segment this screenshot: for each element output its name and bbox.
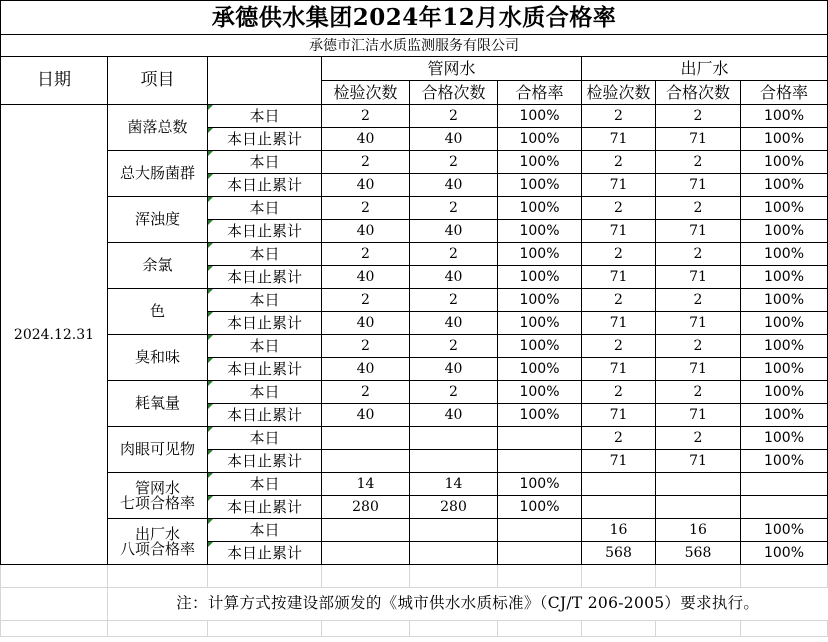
pipe-pass-rate: 100% xyxy=(498,335,582,358)
period-label: 本日止累计 xyxy=(208,128,322,151)
factory-test-count: 71 xyxy=(582,312,656,335)
period-label: 本日 xyxy=(208,427,322,450)
period-header xyxy=(208,57,322,105)
table-row xyxy=(1,381,828,404)
pipe-test-count: 2 xyxy=(322,381,410,404)
period-label: 本日止累计 xyxy=(208,542,322,565)
factory-pass-count: 71 xyxy=(656,220,741,243)
pipe-pass-rate: 100% xyxy=(498,266,582,289)
pipe-pass-rate: 100% xyxy=(498,197,582,220)
pipe-pass-rate: 100% xyxy=(498,105,582,128)
factory-test-count: 2 xyxy=(582,105,656,128)
factory-pass-count: 2 xyxy=(656,335,741,358)
pipe-pass-rate: 100% xyxy=(498,243,582,266)
pipe-pass-rate xyxy=(498,427,582,450)
pipe-pass-count: 14 xyxy=(410,473,498,496)
pipe-pass-rate xyxy=(498,519,582,542)
factory-test-count: 2 xyxy=(582,335,656,358)
pipe-pass-count: 280 xyxy=(410,496,498,519)
period-label: 本日 xyxy=(208,335,322,358)
empty-cell xyxy=(1,621,108,637)
pipe-pass-rate: 100% xyxy=(498,381,582,404)
factory-pass-rate: 100% xyxy=(741,404,828,427)
pipe-test-count xyxy=(322,542,410,565)
table-row xyxy=(1,197,828,220)
item-name: 色 xyxy=(108,289,208,335)
factory-pass-rate: 100% xyxy=(741,197,828,220)
pipe-pass-count: 2 xyxy=(410,243,498,266)
period-label: 本日 xyxy=(208,289,322,312)
factory-pass-rate: 100% xyxy=(741,174,828,197)
period-label: 本日 xyxy=(208,519,322,542)
table-row xyxy=(1,519,828,542)
factory-pass-rate: 100% xyxy=(741,243,828,266)
factory-pass-count: 71 xyxy=(656,128,741,151)
factory-pass-rate: 100% xyxy=(741,128,828,151)
pipe-pass-count: 2 xyxy=(410,105,498,128)
item-name: 出厂水 八项合格率 xyxy=(108,519,208,565)
factory-pass-rate: 100% xyxy=(741,312,828,335)
pipe-pass-count: 40 xyxy=(410,220,498,243)
item-name: 肉眼可见物 xyxy=(108,427,208,473)
factory-pass-count: 2 xyxy=(656,151,741,174)
factory-pass-rate xyxy=(741,473,828,496)
factory-pass-rate: 100% xyxy=(741,519,828,542)
factory-test-count: 71 xyxy=(582,358,656,381)
item-name: 菌落总数 xyxy=(108,105,208,151)
table-row xyxy=(1,151,828,174)
period-label: 本日止累计 xyxy=(208,450,322,473)
factory-test-count: 2 xyxy=(582,289,656,312)
pipe-pass-count: 2 xyxy=(410,335,498,358)
pipe-pass-rate: 100% xyxy=(498,220,582,243)
factory-pass-rate xyxy=(741,496,828,519)
factory-pass-rate: 100% xyxy=(741,335,828,358)
table-row xyxy=(1,289,828,312)
factory-pass-rate: 100% xyxy=(741,381,828,404)
pipe-test-count: 40 xyxy=(322,312,410,335)
pipe-pass-rate: 100% xyxy=(498,151,582,174)
factory-pass-rate: 100% xyxy=(741,427,828,450)
pipe-test-count: 14 xyxy=(322,473,410,496)
empty-cell xyxy=(498,621,582,637)
pipe-pass-count xyxy=(410,519,498,542)
pipe-pass-count: 40 xyxy=(410,358,498,381)
pipe-pass-count xyxy=(410,427,498,450)
factory-test-count: 71 xyxy=(582,266,656,289)
pipe-test-count xyxy=(322,427,410,450)
table-row xyxy=(1,243,828,266)
pipe-pass-rate: 100% xyxy=(498,473,582,496)
pipe-pass-count: 40 xyxy=(410,404,498,427)
pipe-pass-count xyxy=(410,542,498,565)
pipe-pass-rate: 100% xyxy=(498,358,582,381)
pipe-pass-rate: 100% xyxy=(498,128,582,151)
empty-cell xyxy=(498,565,582,588)
pipe-pass-rate: 100% xyxy=(498,174,582,197)
pipe-test-count: 2 xyxy=(322,335,410,358)
factory-pass-count: 71 xyxy=(656,404,741,427)
pipe-test-count: 2 xyxy=(322,289,410,312)
pipe-test-count: 40 xyxy=(322,174,410,197)
date-header: 日期 xyxy=(1,57,108,105)
empty-cell xyxy=(582,565,656,588)
pipe-pass-count: 40 xyxy=(410,128,498,151)
factory-pass-rate: 100% xyxy=(741,289,828,312)
factory-test-count: 71 xyxy=(582,450,656,473)
factory-test-count: 2 xyxy=(582,243,656,266)
empty-cell xyxy=(1,565,108,588)
pipe-pass-rate: 100% xyxy=(498,289,582,312)
pipe-test-count: 280 xyxy=(322,496,410,519)
pipe-pass-count: 40 xyxy=(410,312,498,335)
pipe-test-count xyxy=(322,450,410,473)
pipe-test-count: 40 xyxy=(322,404,410,427)
item-name: 浑浊度 xyxy=(108,197,208,243)
factory-test-count xyxy=(582,473,656,496)
pipe-test-count: 2 xyxy=(322,151,410,174)
empty-cell xyxy=(108,621,208,637)
pipe-test-count: 2 xyxy=(322,243,410,266)
empty-cell xyxy=(322,621,410,637)
factory-test-count xyxy=(582,496,656,519)
factory-water-header: 出厂水 xyxy=(582,57,828,81)
factory-pass-rate: 100% xyxy=(741,105,828,128)
pipe-pass-rate: 100% xyxy=(498,496,582,519)
item-name: 耗氧量 xyxy=(108,381,208,427)
empty-cell xyxy=(582,621,656,637)
factory-test-count: 2 xyxy=(582,427,656,450)
empty-row xyxy=(1,565,828,588)
pipe-test-count-header: 检验次数 xyxy=(322,81,410,105)
factory-pass-count: 2 xyxy=(656,197,741,220)
factory-pass-rate: 100% xyxy=(741,358,828,381)
period-label: 本日止累计 xyxy=(208,220,322,243)
factory-pass-count: 71 xyxy=(656,450,741,473)
factory-pass-rate-header: 合格率 xyxy=(741,81,828,105)
pipe-test-count: 2 xyxy=(322,105,410,128)
factory-pass-count-header: 合格次数 xyxy=(656,81,741,105)
period-label: 本日 xyxy=(208,381,322,404)
company-name: 承德市汇洁水质监测服务有限公司 xyxy=(1,35,828,57)
factory-pass-count: 568 xyxy=(656,542,741,565)
item-name: 臭和味 xyxy=(108,335,208,381)
factory-pass-count: 2 xyxy=(656,381,741,404)
factory-pass-rate: 100% xyxy=(741,266,828,289)
factory-pass-count: 16 xyxy=(656,519,741,542)
pipe-test-count: 40 xyxy=(322,128,410,151)
pipe-pass-count-header: 合格次数 xyxy=(410,81,498,105)
factory-pass-count: 2 xyxy=(656,289,741,312)
pipe-pass-count: 2 xyxy=(410,151,498,174)
pipe-pass-count: 40 xyxy=(410,266,498,289)
empty-cell xyxy=(741,565,828,588)
empty-cell xyxy=(410,565,498,588)
factory-test-count: 16 xyxy=(582,519,656,542)
factory-test-count: 2 xyxy=(582,381,656,404)
empty-cell xyxy=(108,565,208,588)
factory-test-count: 2 xyxy=(582,151,656,174)
pipe-pass-count: 2 xyxy=(410,381,498,404)
factory-pass-count: 2 xyxy=(656,105,741,128)
table-row xyxy=(1,335,828,358)
empty-row xyxy=(1,621,828,637)
empty-cell xyxy=(741,621,828,637)
empty-cell xyxy=(208,621,322,637)
factory-pass-rate: 100% xyxy=(741,151,828,174)
date-cell: 2024.12.31 xyxy=(1,105,108,565)
factory-test-count: 2 xyxy=(582,197,656,220)
factory-test-count: 71 xyxy=(582,174,656,197)
table-row xyxy=(1,473,828,496)
period-label: 本日止累计 xyxy=(208,174,322,197)
factory-pass-count: 71 xyxy=(656,358,741,381)
factory-pass-rate: 100% xyxy=(741,220,828,243)
factory-test-count-header: 检验次数 xyxy=(582,81,656,105)
period-label: 本日止累计 xyxy=(208,404,322,427)
factory-test-count: 71 xyxy=(582,220,656,243)
pipe-test-count xyxy=(322,519,410,542)
factory-pass-count: 2 xyxy=(656,243,741,266)
empty-cell xyxy=(656,621,741,637)
pipe-test-count: 40 xyxy=(322,266,410,289)
pipe-test-count: 40 xyxy=(322,358,410,381)
factory-pass-count: 2 xyxy=(656,427,741,450)
pipe-test-count: 40 xyxy=(322,220,410,243)
note-row xyxy=(1,588,828,621)
factory-pass-count xyxy=(656,496,741,519)
footnote: 注：计算方式按建设部颁发的《城市供水水质标准》（CJ/T 206-2005）要求执行。 xyxy=(176,594,760,613)
pipe-pass-count: 2 xyxy=(410,289,498,312)
factory-pass-rate: 100% xyxy=(741,450,828,473)
empty-cell xyxy=(656,565,741,588)
factory-pass-rate: 100% xyxy=(741,542,828,565)
pipe-pass-rate: 100% xyxy=(498,404,582,427)
period-label: 本日 xyxy=(208,105,322,128)
period-label: 本日 xyxy=(208,151,322,174)
period-label: 本日 xyxy=(208,243,322,266)
item-header: 项目 xyxy=(108,57,208,105)
pipe-pass-count: 40 xyxy=(410,174,498,197)
empty-cell xyxy=(322,565,410,588)
factory-pass-count: 71 xyxy=(656,312,741,335)
factory-pass-count xyxy=(656,473,741,496)
period-label: 本日止累计 xyxy=(208,266,322,289)
factory-test-count: 71 xyxy=(582,128,656,151)
period-label: 本日止累计 xyxy=(208,312,322,335)
period-label: 本日 xyxy=(208,197,322,220)
pipe-pass-rate: 100% xyxy=(498,312,582,335)
pipe-network-header: 管网水 xyxy=(322,57,582,81)
pipe-pass-count xyxy=(410,450,498,473)
factory-pass-count: 71 xyxy=(656,174,741,197)
item-name: 余氯 xyxy=(108,243,208,289)
empty-cell xyxy=(410,621,498,637)
item-name: 管网水 七项合格率 xyxy=(108,473,208,519)
period-label: 本日 xyxy=(208,473,322,496)
factory-pass-count: 71 xyxy=(656,266,741,289)
factory-test-count: 71 xyxy=(582,404,656,427)
empty-cell xyxy=(1,588,108,621)
empty-cell xyxy=(208,565,322,588)
factory-test-count: 568 xyxy=(582,542,656,565)
table-row xyxy=(1,105,828,128)
table-row xyxy=(1,427,828,450)
pipe-pass-rate xyxy=(498,542,582,565)
period-label: 本日止累计 xyxy=(208,358,322,381)
pipe-pass-rate-header: 合格率 xyxy=(498,81,582,105)
pipe-test-count: 2 xyxy=(322,197,410,220)
pipe-pass-rate xyxy=(498,450,582,473)
item-name: 总大肠菌群 xyxy=(108,151,208,197)
report-title: 承德供水集团2024年12月水质合格率 xyxy=(1,1,828,35)
pipe-pass-count: 2 xyxy=(410,197,498,220)
period-label: 本日止累计 xyxy=(208,496,322,519)
